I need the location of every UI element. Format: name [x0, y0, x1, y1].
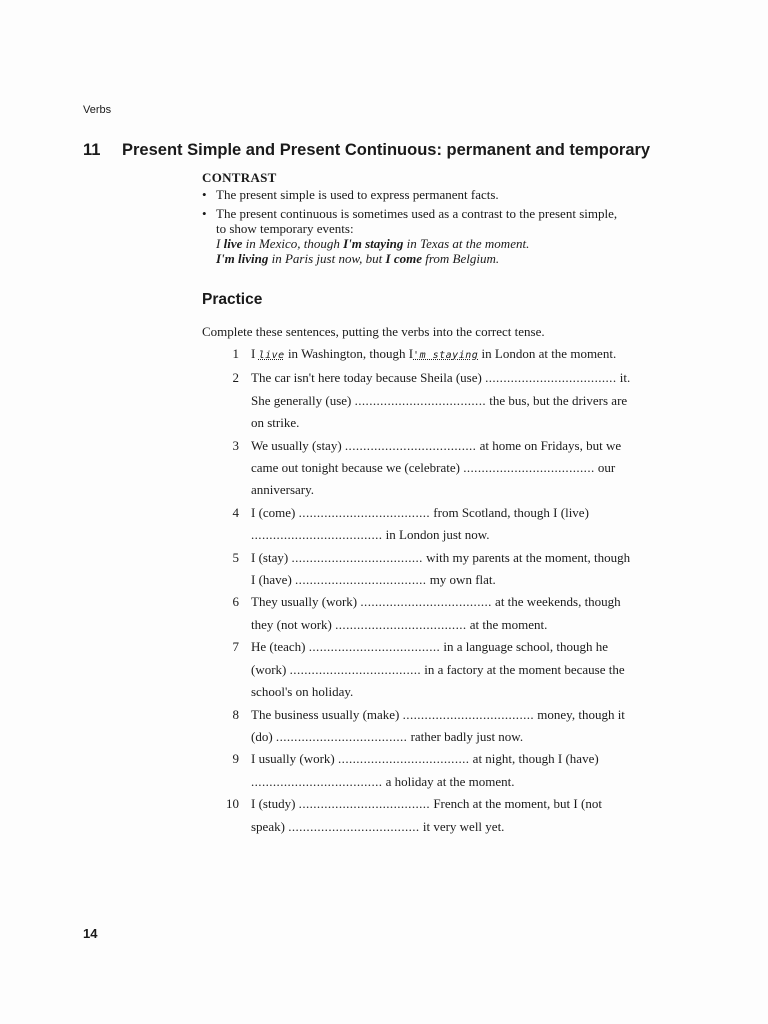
- item-text: at the weekends, though: [491, 594, 621, 610]
- running-head: Verbs: [83, 104, 112, 116]
- example-text: in Paris just now, but: [268, 251, 386, 266]
- example-sentence: [216, 236, 529, 251]
- item-text: The car isn't here today because Sheila (use): [251, 370, 486, 386]
- item-text: in Washington, though I: [284, 346, 414, 361]
- item-text: speak): [251, 818, 289, 834]
- answer-blank[interactable]: ....................................: [289, 661, 422, 677]
- item-number: 9: [232, 751, 239, 767]
- bullet-text: The present continuous is sometimes used as a contrast to the present simple,: [216, 206, 618, 221]
- item-text: I usually (work): [251, 751, 339, 767]
- bullet-text: The present simple is used to express permanent facts.: [216, 187, 499, 202]
- item-text: from Scotland, though I (live): [430, 504, 589, 520]
- item-text: with my parents at the moment, though: [422, 549, 631, 565]
- item-text: He (teach): [251, 639, 309, 655]
- item-text: at night, though I (have): [469, 751, 599, 767]
- item-number: 2: [232, 370, 239, 386]
- answer-blank[interactable]: ....................................: [308, 639, 441, 655]
- item-text: on strike.: [251, 415, 300, 431]
- exercise-item: [225, 435, 705, 502]
- item-number: 3: [232, 437, 239, 453]
- practice-heading: Practice: [202, 291, 263, 308]
- example-sentence: [216, 251, 499, 266]
- contrast-title: CONTRAST: [202, 170, 277, 185]
- answer-blank[interactable]: ....................................: [275, 728, 408, 744]
- answer-blank[interactable]: ....................................: [360, 594, 492, 610]
- item-number: 8: [232, 706, 239, 722]
- item-text: I: [251, 346, 259, 361]
- item-text: in London at the moment.: [478, 346, 617, 361]
- answer-blank[interactable]: ....................................: [288, 818, 420, 834]
- item-number: 6: [232, 594, 239, 610]
- bullet-text: to show temporary events:: [216, 221, 354, 236]
- exercise-item: [225, 591, 705, 636]
- answer-blank[interactable]: ....................................: [338, 751, 470, 767]
- answer-blank[interactable]: ....................................: [291, 549, 423, 565]
- item-text: The business usually (make): [251, 706, 403, 722]
- page-number: 14: [83, 926, 98, 941]
- exercise-item: [225, 367, 705, 434]
- item-text: I (come): [251, 504, 299, 520]
- item-number: 4: [232, 504, 239, 520]
- item-text: in London just now.: [382, 527, 490, 543]
- item-text: at home on Fridays, but we: [476, 437, 622, 453]
- answer-blank[interactable]: ....................................: [344, 437, 477, 453]
- exercise-item: [225, 793, 705, 838]
- exercise-item: [225, 636, 705, 703]
- contrast-bullet: [202, 187, 712, 202]
- item-text: came out tonight because we (celebrate): [251, 460, 464, 476]
- example-text: in Texas at the moment.: [403, 236, 530, 251]
- exercise-item: [225, 748, 705, 793]
- unit-title: Present Simple and Present Continuous: permanent and temporary: [122, 141, 651, 159]
- exercise-item: [225, 704, 705, 749]
- example-text: I: [216, 236, 224, 251]
- item-number: 7: [232, 639, 239, 655]
- item-text: at the moment.: [466, 616, 548, 632]
- unit-number: 11: [83, 141, 101, 159]
- answer-blank[interactable]: ....................................: [298, 796, 431, 812]
- item-text: They usually (work): [251, 594, 361, 610]
- item-text: a holiday at the moment.: [382, 773, 515, 789]
- item-text: We usually (stay): [251, 437, 345, 453]
- filled-answer: 'm staying: [413, 350, 479, 361]
- exercise-item: [225, 502, 705, 547]
- item-text: our: [594, 460, 616, 476]
- item-number: 1: [232, 346, 239, 361]
- item-text: I (have): [251, 572, 296, 588]
- example-text: from Belgium.: [421, 251, 500, 266]
- item-text: it very well yet.: [419, 818, 505, 834]
- answer-blank[interactable]: ....................................: [298, 504, 431, 520]
- item-text: they (not work): [251, 616, 336, 632]
- item-text: in a factory at the moment because the: [421, 661, 625, 677]
- item-number: 5: [232, 549, 239, 565]
- answer-blank[interactable]: ....................................: [402, 706, 535, 722]
- item-text: the bus, but the drivers are: [486, 392, 628, 408]
- item-text: I (study): [251, 796, 299, 812]
- answer-blank[interactable]: ....................................: [251, 527, 383, 543]
- example-verb: I come: [385, 251, 422, 266]
- answer-blank[interactable]: ....................................: [354, 392, 487, 408]
- unit-heading: [83, 141, 650, 160]
- item-text: She generally (use): [251, 392, 355, 408]
- answer-blank[interactable]: ....................................: [463, 460, 595, 476]
- item-text: my own flat.: [426, 572, 496, 588]
- exercise-item: [225, 343, 705, 367]
- item-text: in a language school, though he: [440, 639, 609, 655]
- item-text: money, though it: [534, 706, 625, 722]
- answer-blank[interactable]: ....................................: [295, 572, 427, 588]
- contrast-section: [202, 170, 712, 270]
- item-text: I (stay): [251, 549, 292, 565]
- practice-instructions: Complete these sentences, putting the verbs into the correct tense.: [202, 324, 545, 339]
- answer-blank[interactable]: ....................................: [335, 616, 467, 632]
- example-verb: I'm staying: [343, 236, 404, 251]
- answer-blank[interactable]: ....................................: [251, 773, 383, 789]
- example-text: in Mexico, though: [242, 236, 344, 251]
- filled-answer: live: [258, 350, 285, 361]
- item-text: French at the moment, but I (not: [430, 796, 602, 812]
- item-text: school's on holiday.: [251, 684, 354, 700]
- item-text: it.: [616, 370, 631, 386]
- contrast-bullet: [202, 206, 712, 266]
- item-text: anniversary.: [251, 482, 315, 498]
- exercise-item: [225, 547, 705, 592]
- example-verb: I'm living: [216, 251, 269, 266]
- item-text: (work): [251, 661, 290, 677]
- item-text: rather badly just now.: [407, 728, 524, 744]
- answer-blank[interactable]: ....................................: [485, 370, 617, 386]
- exercise-list: [225, 343, 705, 838]
- example-verb: live: [223, 236, 243, 251]
- item-number: 10: [226, 796, 239, 812]
- item-text: (do): [251, 728, 276, 744]
